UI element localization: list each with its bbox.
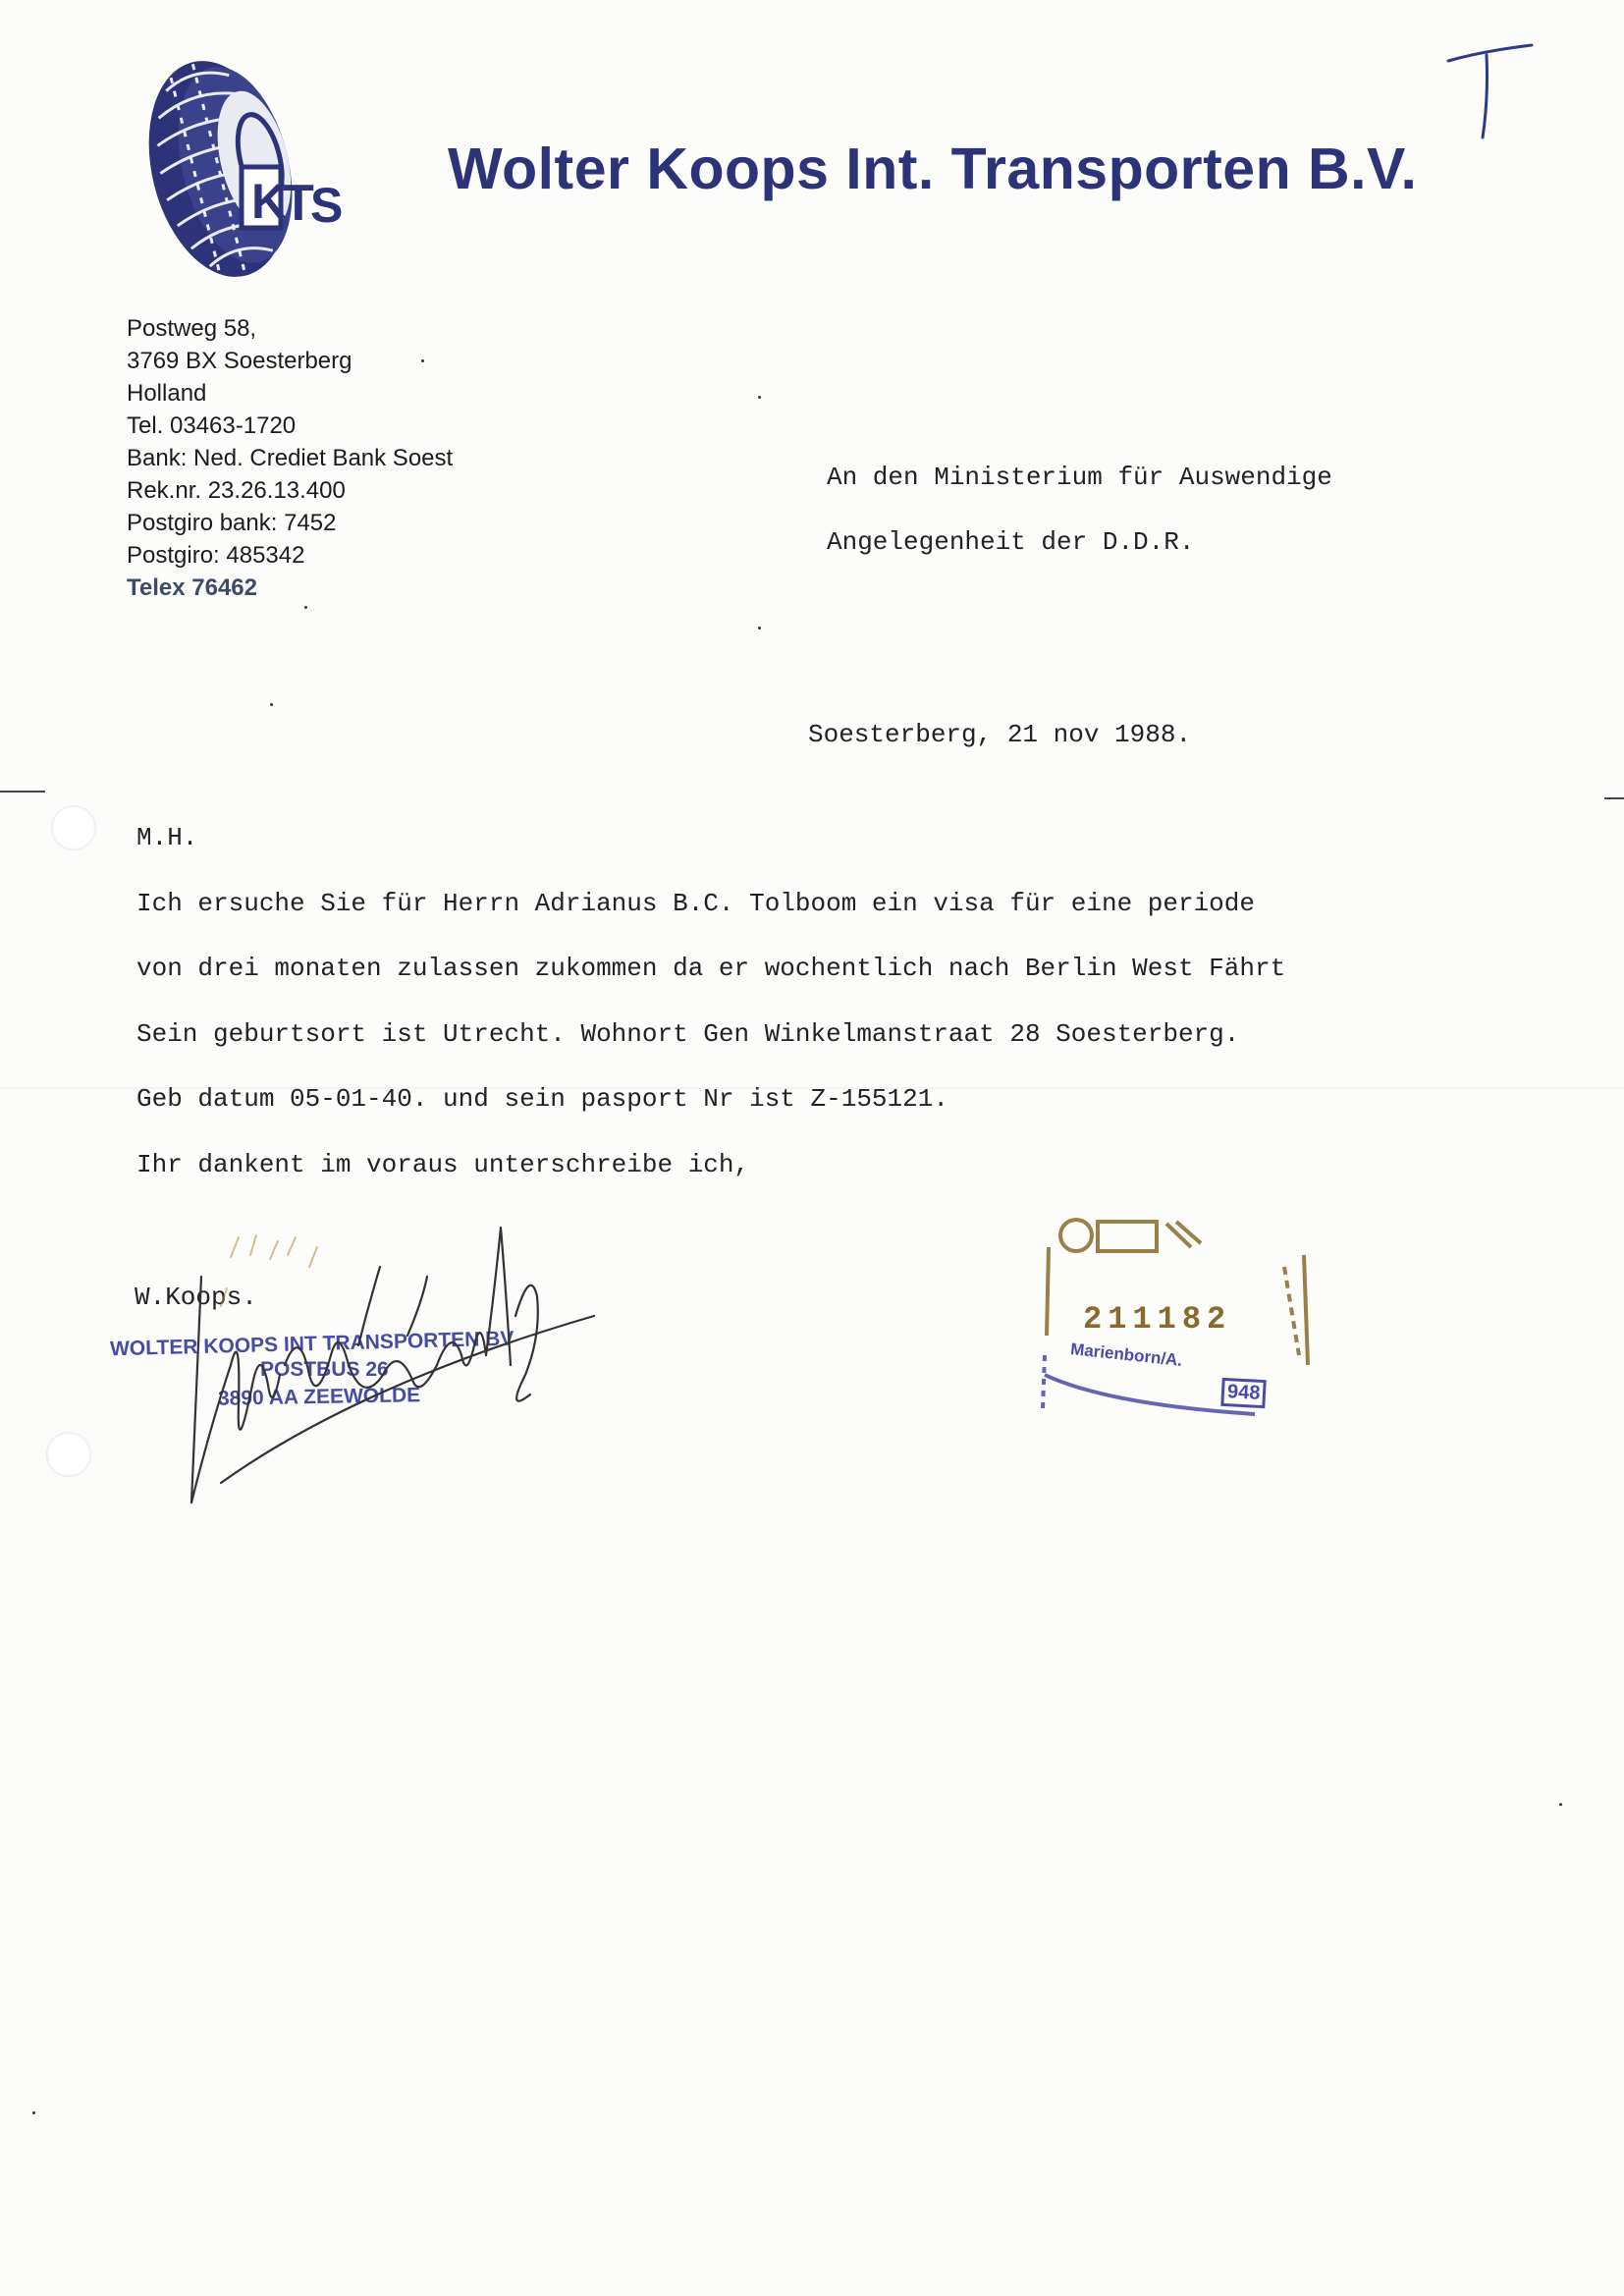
letter-date: Soesterberg, 21 nov 1988. bbox=[808, 720, 1192, 749]
body-line: Ihr dankent im voraus unterschreibe ich, bbox=[136, 1149, 750, 1179]
paper-speck bbox=[32, 2111, 35, 2114]
edge-mark bbox=[1604, 797, 1624, 799]
sender-address bbox=[127, 312, 453, 604]
handwritten-signature bbox=[162, 1208, 663, 1532]
address-line: 3769 BX Soesterberg bbox=[127, 348, 352, 374]
address-line: Postgiro: 485342 bbox=[127, 542, 305, 569]
address-line: Holland bbox=[127, 380, 207, 407]
recipient-line: Angelegenheit der D.D.R. bbox=[827, 527, 1195, 557]
paper-speck bbox=[758, 627, 761, 629]
stamp-city-line: 3890 AA ZEEWOLDE bbox=[217, 1384, 421, 1410]
punch-hole bbox=[46, 1432, 91, 1477]
recipient-line: An den Ministerium für Auswendige bbox=[827, 463, 1332, 492]
address-line: Rek.nr. 23.26.13.400 bbox=[127, 477, 346, 504]
address-line: Bank: Ned. Crediet Bank Soest bbox=[127, 445, 454, 471]
letter-body bbox=[136, 823, 1285, 1216]
company-name: Wolter Koops Int. Transporten B.V. bbox=[448, 137, 1418, 201]
paper-speck bbox=[421, 359, 424, 362]
stamp-date: 211182 bbox=[1083, 1301, 1232, 1338]
stamp-place: Marienborn/A. bbox=[1069, 1339, 1184, 1370]
address-line: Postweg 58, bbox=[127, 315, 257, 342]
address-line: Postgiro bank: 7452 bbox=[127, 510, 337, 536]
paper-speck bbox=[758, 396, 761, 399]
edge-mark bbox=[0, 791, 45, 793]
logo-k: K bbox=[251, 174, 288, 229]
body-line: Geb datum 05-01-40. und sein pasport Nr ist Z-155121. bbox=[136, 1084, 948, 1115]
salutation: M.H. bbox=[136, 823, 198, 852]
address-line: Tel. 03463-1720 bbox=[127, 412, 297, 439]
paper-speck bbox=[1559, 1803, 1562, 1806]
body-line: Ich ersuche Sie für Herrn Adrianus B.C. Tolboom ein visa für eine periode bbox=[136, 888, 1255, 918]
signer-name: W.Koops. bbox=[135, 1283, 257, 1312]
stamp-company-line: WOLTER KOOPS INT TRANSPORTEN BV bbox=[109, 1327, 514, 1361]
stamp-number: 948 bbox=[1220, 1378, 1267, 1408]
recipient-block bbox=[827, 445, 1332, 574]
body-line: von drei monaten zulassen zukommen da er wochentlich nach Berlin West Fährt bbox=[136, 954, 1286, 984]
punch-hole bbox=[51, 805, 96, 850]
paper-speck bbox=[270, 703, 273, 706]
kts-tire-logo bbox=[126, 51, 356, 283]
telex-line: Telex 76462 bbox=[127, 574, 257, 601]
paper-speck bbox=[304, 606, 307, 609]
body-line: Sein geburtsort ist Utrecht. Wohnort Gen Winkelmanstraat 28 Soesterberg. bbox=[136, 1018, 1240, 1049]
logo-s: S bbox=[310, 178, 344, 233]
handwritten-initial-mark bbox=[1443, 39, 1542, 142]
stamp-postbus-line: POSTBUS 26 bbox=[260, 1358, 389, 1381]
logo-t: T bbox=[283, 175, 314, 232]
border-entry-stamp bbox=[1029, 1208, 1324, 1444]
